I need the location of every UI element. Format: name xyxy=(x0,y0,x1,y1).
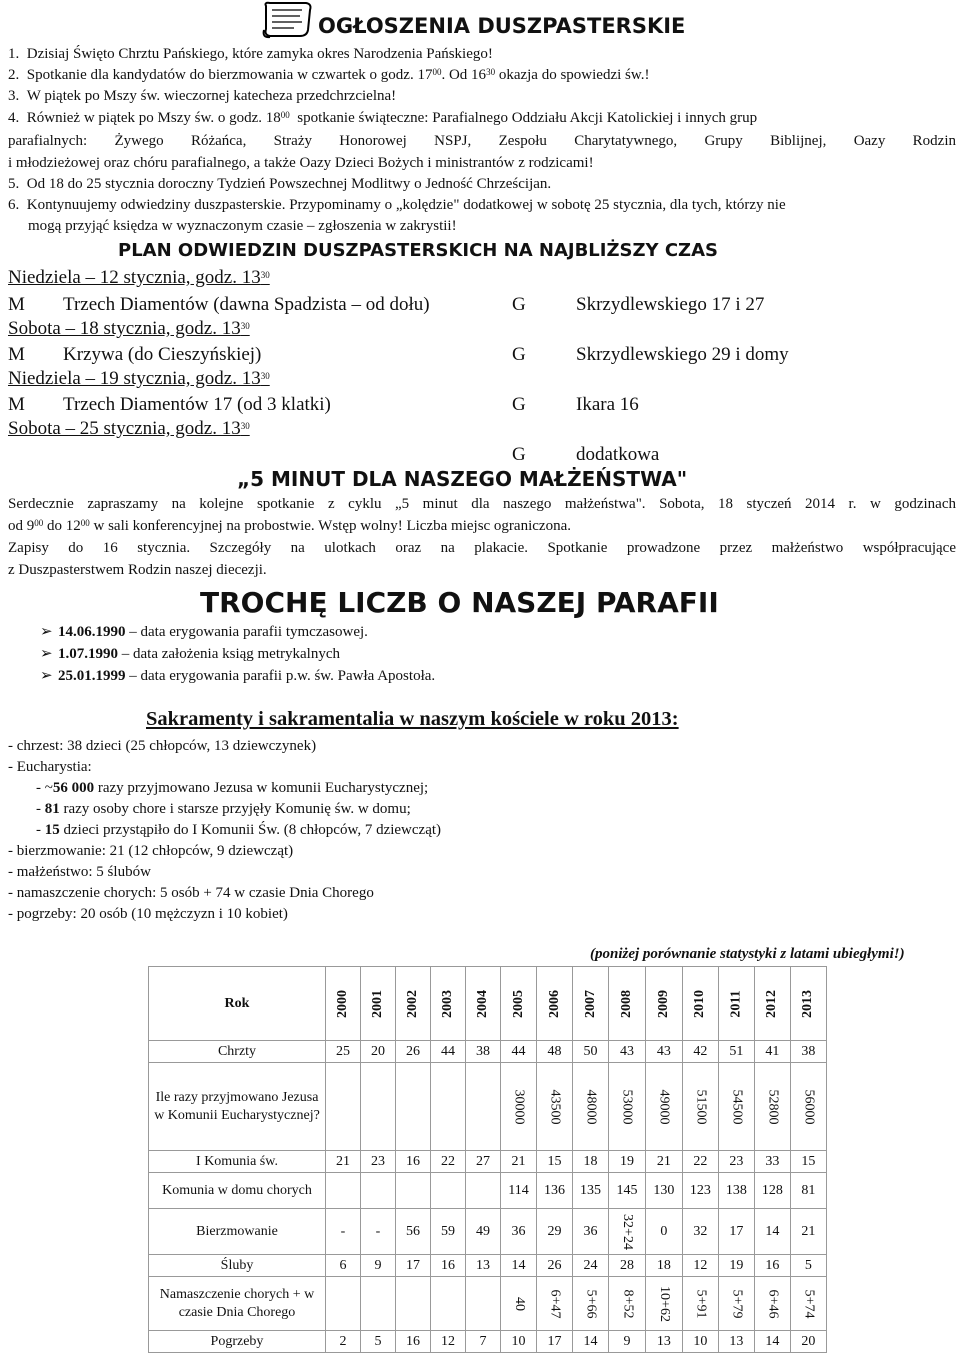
table-cell: 9 xyxy=(361,1255,396,1277)
table-cell: 10 xyxy=(682,1331,718,1353)
table-cell xyxy=(396,1173,431,1209)
numbers-title: TROCHĘ LICZB O NASZEJ PARAFII xyxy=(200,586,719,619)
table-cell: - xyxy=(361,1209,396,1255)
table-cell: 130 xyxy=(645,1173,682,1209)
table-cell: 51 xyxy=(718,1041,754,1063)
header-label: Rok xyxy=(149,967,326,1041)
table-cell: 15 xyxy=(537,1151,573,1173)
table-cell xyxy=(431,1173,466,1209)
table-cell: 21 xyxy=(326,1151,361,1173)
table-cell: 5+79 xyxy=(718,1277,754,1331)
table-cell: 0 xyxy=(645,1209,682,1255)
year-header: 2006 xyxy=(537,967,573,1041)
table-cell: 12 xyxy=(682,1255,718,1277)
row-label: I Komunia św. xyxy=(149,1151,326,1173)
table-cell xyxy=(466,1277,501,1331)
sacraments-line-2: - Eucharystia: xyxy=(8,759,92,775)
table-cell xyxy=(361,1063,396,1151)
row-label: Śluby xyxy=(149,1255,326,1277)
table-cell xyxy=(361,1173,396,1209)
table-cell: 44 xyxy=(501,1041,537,1063)
year-header: 2011 xyxy=(718,967,754,1041)
table-cell: 5+91 xyxy=(682,1277,718,1331)
table-cell xyxy=(326,1063,361,1151)
table-cell: 81 xyxy=(790,1173,826,1209)
table-cell: 49000 xyxy=(645,1063,682,1151)
table-cell: 48 xyxy=(537,1041,573,1063)
visit-m-text-3: Trzech Diamentów 17 (od 3 klatki) xyxy=(63,394,331,415)
announcement-6-line2: mogą przyjąć księdza w wyznaczonym czasie – zgłoszenia w zakrystii! xyxy=(28,218,457,234)
table-cell: 136 xyxy=(537,1173,573,1209)
marriage-line-3: Zapisy do 16 stycznia. Szczegóły na ulotkach oraz na plakacie. Spotkanie prowadzone przez małżeństwo współpracujące xyxy=(8,540,956,556)
announcement-5: 5. Od 18 do 25 stycznia doroczny Tydzień Powszechnej Modlitwy o Jedność Chrześcijan. xyxy=(8,176,552,192)
table-row xyxy=(149,1331,827,1353)
table-cell: 41 xyxy=(754,1041,790,1063)
year-header: 2012 xyxy=(754,967,790,1041)
table-cell: 13 xyxy=(645,1331,682,1353)
table-cell: 49 xyxy=(466,1209,501,1255)
marriage-line-1: Serdecznie zapraszamy na kolejne spotkanie z cyklu „5 minut dla naszego małżeństwa". Sobota, 18 styczeń 2014 r. w godzinach xyxy=(8,496,956,512)
sacraments-line-7: - małżeństwo: 5 ślubów xyxy=(8,864,151,880)
visit-g-letter-4: G xyxy=(512,444,526,465)
table-cell: 59 xyxy=(431,1209,466,1255)
visit-day-4: Sobota – 25 stycznia, godz. $13^{30}$ xyxy=(8,418,250,439)
table-cell: 38 xyxy=(466,1041,501,1063)
table-cell xyxy=(326,1277,361,1331)
visit-g-letter-1: G xyxy=(512,294,526,315)
table-cell: 17 xyxy=(537,1331,573,1353)
sacraments-line-1: - chrzest: 38 dzieci (25 chłopców, 13 dziewczynek) xyxy=(8,738,317,754)
table-cell: 51500 xyxy=(682,1063,718,1151)
table-cell: 26 xyxy=(537,1255,573,1277)
visit-g-text-1: Skrzydlewskiego 17 i 27 xyxy=(576,294,765,315)
statistics-table xyxy=(148,966,827,1353)
table-cell: 48000 xyxy=(573,1063,609,1151)
page-title: OGŁOSZENIA DUSZPASTERSKIE xyxy=(318,14,686,38)
table-cell: 52800 xyxy=(754,1063,790,1151)
table-cell: 8+52 xyxy=(609,1277,646,1331)
table-cell: 26 xyxy=(396,1041,431,1063)
table-cell: 38 xyxy=(790,1041,826,1063)
table-cell: 16 xyxy=(431,1255,466,1277)
visit-g-text-4: dodatkowa xyxy=(576,444,660,465)
sacraments-line-6: - bierzmowanie: 21 (12 chłopców, 9 dziewcząt) xyxy=(8,843,294,859)
table-cell xyxy=(361,1277,396,1331)
table-cell: 16 xyxy=(754,1255,790,1277)
visit-g-letter-3: G xyxy=(512,394,526,415)
scroll-icon xyxy=(260,0,316,40)
marriage-line-2: od $9^{00}$ do $12^{00}$ w sali konferencyjnej na probostwie. Wstęp wolny! Liczba miejsc ograniczona. xyxy=(8,518,571,534)
year-header: 2000 xyxy=(326,967,361,1041)
table-cell: 123 xyxy=(682,1173,718,1209)
table-cell: 33 xyxy=(754,1151,790,1173)
table-cell xyxy=(466,1173,501,1209)
sacraments-line-8: - namaszczenie chorych: 5 osób + 74 w czasie Dnia Chorego xyxy=(8,885,374,901)
announcement-4-line3: i młodzieżowej oraz chóru parafialnego, a także Oazy Dzieci Bożych i ministrantów z rodzicami! xyxy=(8,155,594,171)
row-label: Namaszczenie chorych + w czasie Dnia Chorego xyxy=(149,1277,326,1331)
visit-day-2: Sobota – 18 stycznia, godz. $13^{30}$ xyxy=(8,318,250,339)
table-header-row xyxy=(149,967,827,1041)
table-cell: 13 xyxy=(466,1255,501,1277)
arrow-icon: ➢ xyxy=(40,668,53,684)
table-cell xyxy=(431,1063,466,1151)
sacraments-title: Sakramenty i sakramentalia w naszym kościele w roku 2013: xyxy=(146,708,679,730)
table-cell: 20 xyxy=(361,1041,396,1063)
marriage-line-4: z Duszpasterstwem Rodzin naszej diecezji. xyxy=(8,562,267,578)
visit-g-letter-2: G xyxy=(512,344,526,365)
table-cell: 114 xyxy=(501,1173,537,1209)
announcement-3: 3. W piątek po Mszy św. wieczornej katecheza przedchrzcielna! xyxy=(8,88,397,104)
visit-m-text-2: Krzywa (do Cieszyńskiej) xyxy=(63,344,262,365)
announcement-4: 4. Również w piątek po Mszy św. o godz. $18^{00}$ spotkanie świąteczne: Parafialnego Oddziału Akcji Katolickiej i innych grup xyxy=(8,110,758,126)
announcement-4-line2: parafialnych: Żywego Różańca, Straży Honorowej NSPJ, Zespołu Charytatywnego, Grupy Biblijnej, Oazy Rodzin xyxy=(8,133,956,149)
table-cell: 15 xyxy=(790,1151,826,1173)
table-cell: 42 xyxy=(682,1041,718,1063)
table-cell: 14 xyxy=(573,1331,609,1353)
table-cell: 50 xyxy=(573,1041,609,1063)
table-cell: 10+62 xyxy=(645,1277,682,1331)
table-cell: 16 xyxy=(396,1151,431,1173)
visit-m-letter-2: M xyxy=(8,344,25,365)
table-row xyxy=(149,1209,827,1255)
table-cell: 2 xyxy=(326,1331,361,1353)
table-cell: 9 xyxy=(609,1331,646,1353)
visit-g-text-3: Ikara 16 xyxy=(576,394,639,415)
table-row xyxy=(149,1063,827,1151)
table-cell xyxy=(326,1173,361,1209)
table-cell: 5 xyxy=(790,1255,826,1277)
table-cell: 28 xyxy=(609,1255,646,1277)
table-cell: 5+66 xyxy=(573,1277,609,1331)
table-cell: 17 xyxy=(718,1209,754,1255)
table-cell: 36 xyxy=(573,1209,609,1255)
table-cell: 43 xyxy=(609,1041,646,1063)
sacraments-line-5: - 15 dzieci przystąpiło do I Komunii Św. (8 chłopców, 7 dziewcząt) xyxy=(36,822,442,838)
visit-g-text-2: Skrzydlewskiego 29 i domy xyxy=(576,344,789,365)
table-cell: 19 xyxy=(609,1151,646,1173)
numbers-item-3: ➢ 25.01.1999 – data erygowania parafii p.w. św. Pawła Apostoła. xyxy=(40,668,436,684)
year-header: 2003 xyxy=(431,967,466,1041)
year-header: 2002 xyxy=(396,967,431,1041)
table-cell: 56000 xyxy=(790,1063,826,1151)
visit-day-3: Niedziela – 19 stycznia, godz. $13^{30}$ xyxy=(8,368,270,389)
table-cell: 128 xyxy=(754,1173,790,1209)
table-row xyxy=(149,1255,827,1277)
table-row xyxy=(149,1277,827,1331)
arrow-icon: ➢ xyxy=(40,624,53,640)
table-cell: 10 xyxy=(501,1331,537,1353)
table-cell: 32 xyxy=(682,1209,718,1255)
table-cell: 53000 xyxy=(609,1063,646,1151)
comparison-note: (poniżej porównanie statystyki z latami ubiegłymi!) xyxy=(590,946,905,962)
table-cell: 6+47 xyxy=(537,1277,573,1331)
table-cell: 54500 xyxy=(718,1063,754,1151)
year-header: 2008 xyxy=(609,967,646,1041)
visit-m-letter-3: M xyxy=(8,394,25,415)
table-cell: 27 xyxy=(466,1151,501,1173)
table-cell: 22 xyxy=(431,1151,466,1173)
year-header: 2004 xyxy=(466,967,501,1041)
table-cell: 23 xyxy=(718,1151,754,1173)
table-cell: 32+24 xyxy=(609,1209,646,1255)
table-cell xyxy=(466,1063,501,1151)
visit-m-letter-1: M xyxy=(8,294,25,315)
table-cell: 23 xyxy=(361,1151,396,1173)
table-cell: 20 xyxy=(790,1331,826,1353)
table-cell: 22 xyxy=(682,1151,718,1173)
visits-title: PLAN ODWIEDZIN DUSZPASTERSKICH NA NAJBLIŻSZY CZAS xyxy=(118,240,718,261)
table-cell: 44 xyxy=(431,1041,466,1063)
table-cell: 138 xyxy=(718,1173,754,1209)
table-row xyxy=(149,1173,827,1209)
table-cell: 16 xyxy=(396,1331,431,1353)
table-cell: 25 xyxy=(326,1041,361,1063)
sacraments-line-3: - ~56 000 razy przyjmowano Jezusa w komunii Eucharystycznej; xyxy=(36,780,429,796)
table-cell: 24 xyxy=(573,1255,609,1277)
table-cell: 36 xyxy=(501,1209,537,1255)
sacraments-line-9: - pogrzeby: 20 osób (10 mężczyzn i 10 kobiet) xyxy=(8,906,288,922)
table-cell: 145 xyxy=(609,1173,646,1209)
row-label: Chrzty xyxy=(149,1041,326,1063)
year-header: 2009 xyxy=(645,967,682,1041)
table-cell: 21 xyxy=(501,1151,537,1173)
sacraments-line-4: - 81 razy osoby chore i starsze przyjęły Komunię św. w domu; xyxy=(36,801,411,817)
announcement-6: 6. Kontynuujemy odwiedziny duszpasterskie. Przypominamy o „kolędzie" dodatkowej w sobotę 25 stycznia, dla tych, którzy nie xyxy=(8,197,786,213)
table-cell: 6+46 xyxy=(754,1277,790,1331)
table-cell: - xyxy=(326,1209,361,1255)
marriage-title: „5 MINUT DLA NASZEGO MAŁŻEŃSTWA" xyxy=(237,467,688,491)
table-cell: 14 xyxy=(501,1255,537,1277)
table-cell: 5+74 xyxy=(790,1277,826,1331)
table-cell xyxy=(396,1277,431,1331)
numbers-item-2: ➢ 1.07.1990 – data założenia ksiąg metrykalnych xyxy=(40,646,340,662)
table-cell xyxy=(396,1063,431,1151)
table-cell: 135 xyxy=(573,1173,609,1209)
row-label: Komunia w domu chorych xyxy=(149,1173,326,1209)
table-cell: 5 xyxy=(361,1331,396,1353)
year-header: 2010 xyxy=(682,967,718,1041)
announcement-2: 2. Spotkanie dla kandydatów do bierzmowania w czwartek o godz. $17^{00}$. Od $16^{30}$ okazja do spowiedzi św.! xyxy=(8,67,650,83)
visit-day-1: Niedziela – 12 stycznia, godz. $13^{30}$ xyxy=(8,267,270,288)
table-cell: 14 xyxy=(754,1209,790,1255)
table-cell: 29 xyxy=(537,1209,573,1255)
row-label: Ile razy przyjmowano Jezusa w Komunii Eucharystycznej? xyxy=(149,1063,326,1151)
table-cell: 30000 xyxy=(501,1063,537,1151)
numbers-item-1: ➢ 14.06.1990 – data erygowania parafii tymczasowej. xyxy=(40,624,368,640)
table-cell: 6 xyxy=(326,1255,361,1277)
visit-m-text-1: Trzech Diamentów (dawna Spadzista – od dołu) xyxy=(63,294,430,315)
table-cell: 18 xyxy=(573,1151,609,1173)
year-header: 2005 xyxy=(501,967,537,1041)
table-cell: 40 xyxy=(501,1277,537,1331)
table-cell: 19 xyxy=(718,1255,754,1277)
row-label: Bierzmowanie xyxy=(149,1209,326,1255)
table-cell: 43500 xyxy=(537,1063,573,1151)
table-cell: 21 xyxy=(645,1151,682,1173)
year-header: 2013 xyxy=(790,967,826,1041)
table-cell: 7 xyxy=(466,1331,501,1353)
row-label: Pogrzeby xyxy=(149,1331,326,1353)
table-cell: 21 xyxy=(790,1209,826,1255)
table-cell xyxy=(431,1277,466,1331)
table-cell: 56 xyxy=(396,1209,431,1255)
announcement-1: 1. Dzisiaj Święto Chrztu Pańskiego, które zamyka okres Narodzenia Pańskiego! xyxy=(8,46,493,62)
table-cell: 17 xyxy=(396,1255,431,1277)
table-cell: 13 xyxy=(718,1331,754,1353)
year-header: 2007 xyxy=(573,967,609,1041)
table-row xyxy=(149,1151,827,1173)
table-cell: 43 xyxy=(645,1041,682,1063)
year-header: 2001 xyxy=(361,967,396,1041)
table-cell: 12 xyxy=(431,1331,466,1353)
arrow-icon: ➢ xyxy=(40,646,53,662)
table-cell: 18 xyxy=(645,1255,682,1277)
table-cell: 14 xyxy=(754,1331,790,1353)
table-row xyxy=(149,1041,827,1063)
